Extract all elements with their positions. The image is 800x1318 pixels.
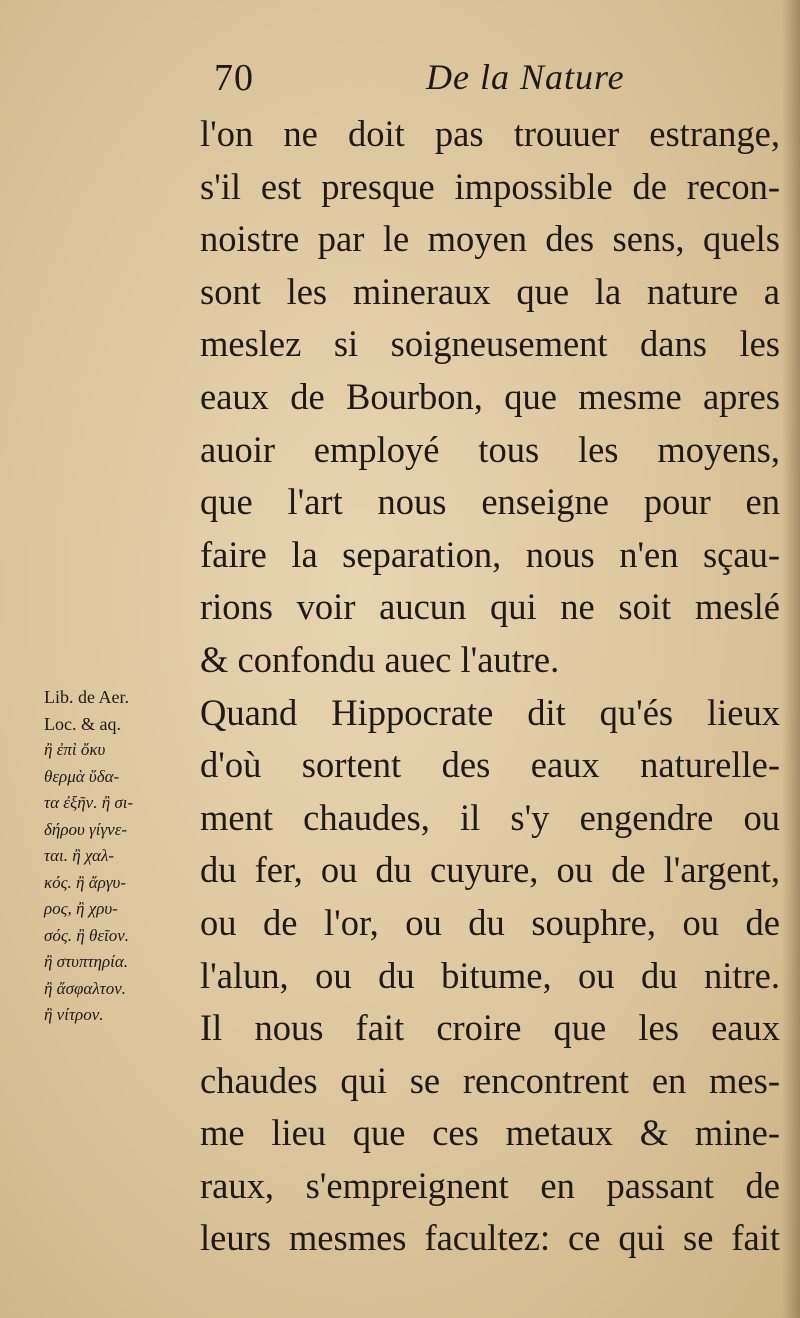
margin-note-line: δήρου γίγνε-	[44, 819, 128, 839]
text-line: Quand Hippocrate dit qu'és lieux	[200, 691, 780, 733]
running-title: De la Nature	[426, 57, 625, 97]
margin-note-line: ἢ ἐπὶ ὄκυ	[44, 740, 106, 759]
text-line: du fer, ou du cuyure, ou de l'argent,	[200, 849, 780, 891]
text-line: d'où sortent des eaux naturelle-	[200, 744, 780, 786]
margin-note-line: κός. ἢ ἄργυ-	[44, 872, 126, 892]
text-line: l'alun, ou du bitume, ou du nitre.	[200, 954, 780, 996]
margin-note-line: ἢ νίτρον.	[44, 1005, 104, 1024]
text-line: meslez si soigneusement dans les	[200, 323, 780, 365]
margin-note	[44, 684, 194, 1029]
text-line: raux, s'empreignent en passant de	[200, 1164, 780, 1206]
text-line: ment chaudes, il s'y engendre ou	[200, 796, 780, 838]
page-number: 70	[214, 57, 254, 99]
margin-note-line: Lib. de Aer.	[44, 687, 129, 707]
text-line: faire la separation, nous n'en sçau-	[200, 533, 780, 575]
margin-note-line: ἢ στυπτηρία.	[44, 952, 129, 971]
margin-note-line: τα ἐξῆν. ἢ σι-	[44, 793, 134, 812]
text-line: noistre par le moyen des sens, quels	[200, 218, 780, 260]
text-line: chaudes qui se rencontrent en mes-	[200, 1059, 780, 1101]
text-line: auoir employé tous les moyens,	[200, 428, 780, 470]
margin-note-line: ρος, ἢ χρυ-	[44, 899, 118, 918]
margin-note-line: Loc. & aq.	[44, 713, 121, 734]
text-line: eaux de Bourbon, que mesme apres	[200, 375, 780, 417]
margin-note-line: σός. ἢ θεῖον.	[44, 925, 130, 945]
text-line: & confondu auec l'autre.	[200, 638, 560, 680]
text-line: que l'art nous enseigne pour en	[200, 481, 780, 523]
text-line: leurs mesmes facultez: ce qui se fait	[200, 1217, 780, 1259]
margin-note-line: ἢ ἄσφαλτον.	[44, 978, 127, 998]
body-text	[200, 108, 780, 1265]
page-edge-shadow	[782, 0, 800, 1318]
text-line: Il nous fait croire que les eaux	[200, 1007, 780, 1049]
text-line: sont les mineraux que la nature a	[200, 270, 780, 312]
text-line: s'il est presque impossible de recon-	[200, 165, 780, 207]
margin-note-line: θερμὰ ὕδα-	[44, 766, 120, 786]
margin-note-line: ται. ἢ χαλ-	[44, 846, 114, 865]
text-line: rions voir aucun qui ne soit meslé	[200, 586, 780, 628]
text-line: l'on ne doit pas trouuer estrange,	[200, 113, 780, 154]
text-line: me lieu que ces metaux & mine-	[200, 1112, 780, 1154]
text-line: ou de l'or, ou du souphre, ou de	[200, 901, 780, 943]
page-header	[214, 56, 684, 100]
